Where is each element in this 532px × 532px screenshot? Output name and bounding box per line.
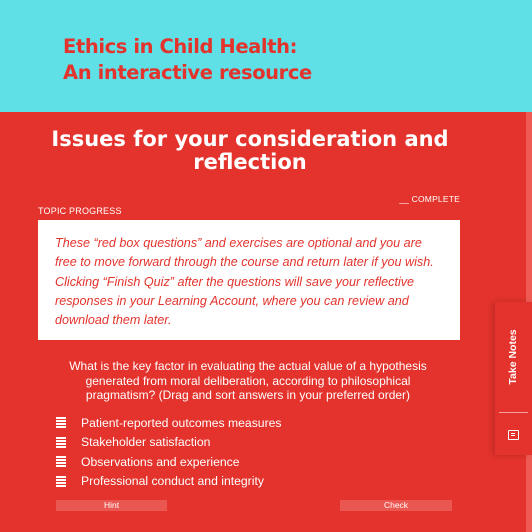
- take-notes-label: Take Notes: [507, 329, 519, 385]
- answer-label: Observations and experience: [81, 454, 240, 469]
- topic-progress-label: TOPIC PROGRESS: [38, 206, 122, 216]
- drag-handle-icon[interactable]: [56, 437, 66, 448]
- answer-label: Professional conduct and integrity: [81, 474, 264, 489]
- drag-handle-icon[interactable]: [56, 417, 66, 428]
- check-button[interactable]: Check: [340, 500, 452, 511]
- answer-item-3[interactable]: [56, 452, 436, 472]
- answer-label: Stakeholder satisfaction: [81, 435, 211, 450]
- notebook-icon[interactable]: [508, 430, 519, 440]
- panel-divider: [499, 412, 528, 413]
- answer-item-2[interactable]: [56, 433, 436, 453]
- sortable-answer-list: [56, 413, 436, 491]
- hint-button[interactable]: Hint: [56, 500, 167, 511]
- drag-handle-icon[interactable]: [56, 456, 66, 467]
- intro-text: These “red box questions” and exercises are optional and you are free to move forward through the course and return later if you wish. Clicking “Finish Quiz” after the questions will save your reflective responses in your Learning Account, where you can review and download them later.: [55, 236, 434, 328]
- progress-status: __ COMPLETE: [399, 194, 460, 204]
- section-title: Issues for your consideration and reflection: [51, 127, 449, 174]
- site-title-line-1: Ethics in Child Health:: [63, 35, 298, 58]
- drag-handle-icon[interactable]: [56, 476, 66, 487]
- answer-item-4[interactable]: [56, 472, 436, 492]
- site-header: [0, 0, 532, 112]
- answer-label: Patient-reported outcomes measures: [81, 415, 282, 430]
- answer-item-1[interactable]: [56, 413, 436, 433]
- notes-side-panel: [495, 302, 532, 455]
- site-title-line-2: An interactive resource: [63, 61, 312, 84]
- quiz-question: What is the key factor in evaluating the actual value of a hypothesis generated from moral deliberation, according to philosophical pragmatism? (Drag and sort answers in your preferred order): [69, 359, 427, 402]
- red-box-intro: [38, 220, 460, 340]
- site-title: [63, 34, 312, 86]
- take-notes-button[interactable]: [495, 302, 532, 412]
